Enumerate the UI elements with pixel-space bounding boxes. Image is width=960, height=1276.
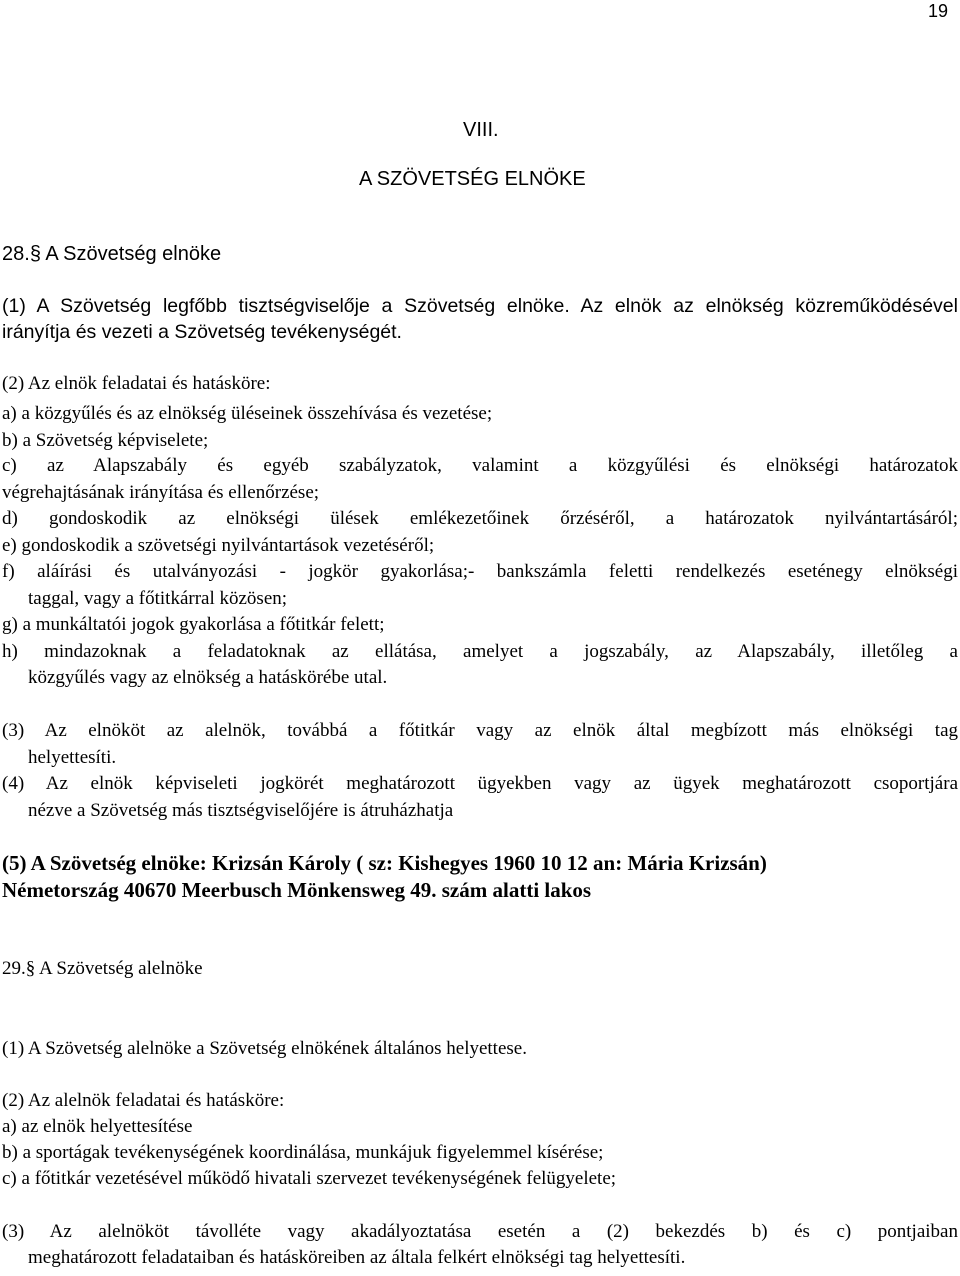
section-28-heading xyxy=(2,241,221,267)
s28-p4-line2: nézve a Szövetség más tisztségviselőjére is átruházhatja xyxy=(28,800,454,821)
section-sign-icon: § xyxy=(25,958,36,979)
s28-p3-line2: helyettesíti. xyxy=(28,747,117,768)
chapter-title: A SZÖVETSÉG ELNÖKE xyxy=(359,168,586,190)
s28-p2-intro: (2) Az elnök feladatai és hatásköre: xyxy=(2,373,271,394)
s28-p5-line2: Németország 40670 Meerbusch Mönkensweg 49. szám alatti lakos xyxy=(2,878,592,902)
s29-p1: (1) A Szövetség alelnöke a Szövetség elnökének általános helyettese. xyxy=(2,1038,527,1059)
s28-item-h-line1: h) mindazoknak a feladatoknak az ellátása, amelyet a jogszabály, az Alapszabály, illetőleg a xyxy=(2,641,958,662)
s29-p3-line1: (3) Az alelnököt távolléte vagy akadályoztatása esetén a (2) bekezdés b) és c) pontjaiban xyxy=(2,1221,958,1242)
s28-item-a: a) a közgyűlés és az elnökség üléseinek összehívása és vezetése; xyxy=(2,403,493,424)
s29-p3-line2: meghatározott feladataiban és hatásköreiben az általa felkért elnökségi tag helyettesíti. xyxy=(28,1247,686,1268)
s28-item-h-line2: közgyűlés vagy az elnökség a hatáskörébe utal. xyxy=(28,667,388,688)
section-29-title: A Szövetség alelnöke xyxy=(38,958,203,979)
section-28-title: A Szövetség elnöke xyxy=(45,243,222,265)
s28-item-g: g) a munkáltatói jogok gyakorlása a főtitkár felett; xyxy=(2,614,385,635)
section-28-number: 28. xyxy=(2,243,30,265)
s28-item-c-line2: végrehajtásának irányítása és ellenőrzése; xyxy=(2,482,320,503)
s29-item-a: a) az elnök helyettesítése xyxy=(2,1116,193,1137)
s28-item-d: d) gondoskodik az elnökségi ülések emlékezetőinek őrzéséről, a határozatok nyilvántartásáról; xyxy=(2,508,958,529)
s28-item-f-line2: taggal, vagy a főtitkárral közösen; xyxy=(28,588,288,609)
s29-item-c: c) a főtitkár vezetésével működő hivatali szervezet tevékenységének felügyelete; xyxy=(2,1168,617,1189)
section-29-number: 29. xyxy=(2,958,26,979)
section-29-heading xyxy=(2,956,203,982)
s28-item-e: e) gondoskodik a szövetségi nyilvántartások vezetéséről; xyxy=(2,535,435,556)
s28-p3-line1: (3) Az elnököt az alelnök, továbbá a főtitkár vagy az elnök által megbízott más elnökségi tag xyxy=(2,720,958,741)
s29-item-b: b) a sportágak tevékenységének koordinálása, munkájuk figyelemmel kísérése; xyxy=(2,1142,604,1163)
s29-p2-intro: (2) Az alelnök feladatai és hatásköre: xyxy=(2,1090,285,1111)
section-sign-icon: § xyxy=(29,243,41,265)
s28-p1-line2: irányítja és vezeti a Szövetség tevékenységét. xyxy=(2,321,402,343)
s28-p1-line1: (1) A Szövetség legfőbb tisztségviselője a Szövetség elnöke. Az elnök az elnökség közreműködésével xyxy=(2,295,958,317)
s28-item-b: b) a Szövetség képviselete; xyxy=(2,430,209,451)
s28-item-c-line1: c) az Alapszabály és egyéb szabályzatok, valamint a közgyűlési és elnökségi határozatok xyxy=(2,455,958,476)
s28-p4-line1: (4) Az elnök képviseleti jogkörét meghatározott ügyekben vagy az ügyek meghatározott csoportjára xyxy=(2,773,958,794)
s28-p5-line1: (5) A Szövetség elnöke: Krizsán Károly ( sz: Kishegyes 1960 10 12 an: Mária Krizsán) xyxy=(2,851,767,875)
page-number: 19 xyxy=(927,1,948,21)
chapter-number: VIII. xyxy=(463,119,499,141)
s28-item-f-line1: f) aláírási és utalványozási - jogkör gyakorlása;- bankszámla feletti rendelkezés eseténegy elnökségi xyxy=(2,561,958,582)
